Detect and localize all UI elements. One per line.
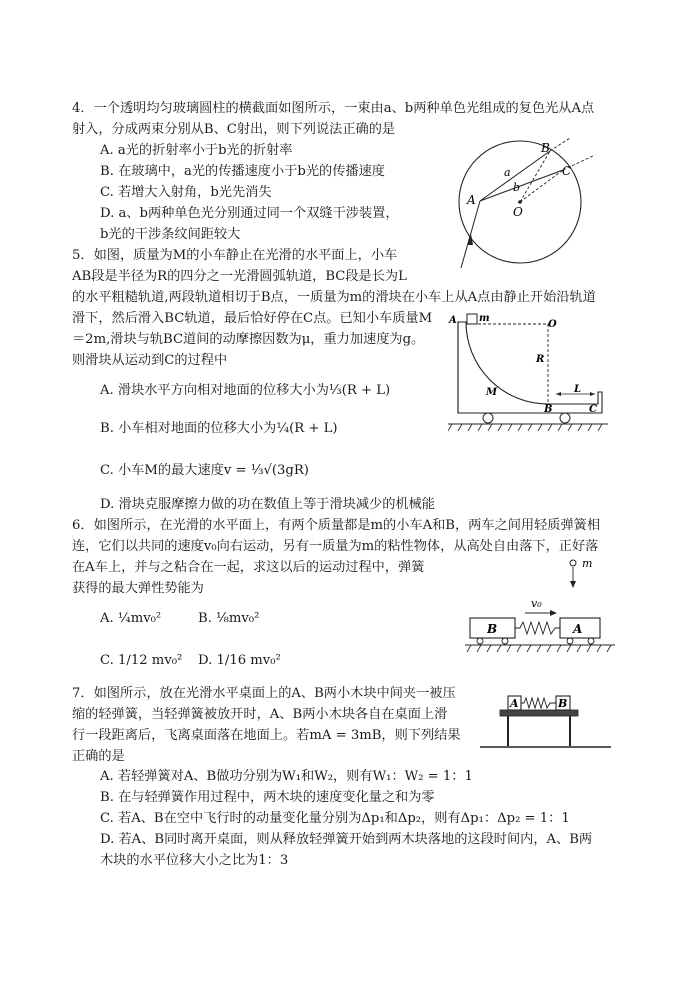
q4-label-C: C: [562, 164, 572, 178]
q4-label-a: a: [504, 166, 511, 179]
q4-option-d-line1: D. a、b两种单色光分别通过同一个双缝干涉装置，: [100, 206, 399, 221]
q5-stem-line6: 则滑块从运动到C的过程中: [72, 353, 228, 368]
q5-label-M: M: [486, 387, 498, 398]
q4-option-a: A. a光的折射率小于b光的折射率: [100, 143, 293, 158]
q5-option-c: C. 小车M的最大速度v = ⅓√(3gR): [100, 463, 309, 478]
q4-stem-line1: 4．一个透明均匀玻璃圆柱的横截面如图所示，一束由a、b两种单色光组成的复色光从A点: [72, 101, 595, 116]
q6-label-B: B: [487, 622, 498, 636]
q5-label-B: B: [544, 404, 553, 415]
q5-option-b: B. 小车相对地面的位移大小为¼(R + L): [100, 421, 338, 436]
q6-label-m: m: [582, 557, 593, 570]
q4-option-b: B. 在玻璃中，a光的传播速度小于b光的传播速度: [100, 164, 385, 179]
q6-stem-line2: 连，它们以共同的速度v₀向右运动，另有一质量为m的粘性物体，从高处自由落下，正好落: [72, 539, 599, 554]
q5-label-O: O: [548, 319, 557, 330]
q4-label-B: B: [541, 141, 550, 155]
q7-option-b: B. 在与轻弹簧作用过程中，两木块的速度变化量之和为零: [100, 790, 435, 805]
q6-option-b: B. ⅛mv₀²: [198, 611, 260, 626]
q7-table-blocks-figure: [478, 690, 613, 755]
q5-stem-line3: 的水平粗糙轨道,两段轨道相切于B点，一质量为m的滑块在小车上从A点由静止开始沿轨道: [72, 290, 596, 305]
q7-stem-line2: 缩的轻弹簧，当轻弹簧被放开时，A、B两小木块各自在桌面上滑: [72, 707, 448, 722]
q7-option-a: A. 若轻弹簧对A、B做功分别为W₁和W₂，则有W₁：W₂ = 1：1: [100, 769, 473, 784]
q5-stem-line1: 5．如图，质量为M的小车静止在光滑的水平面上，小车: [72, 248, 398, 263]
q6-option-a: A. ¼mv₀²: [100, 611, 162, 626]
q5-stem-line4: 滑下，然后滑入BC轨道，最后恰好停在C点。已知小车质量M: [72, 311, 433, 326]
q4-label-O: O: [513, 205, 523, 219]
q7-option-d-line2: 木块的水平位移大小之比为1：3: [100, 853, 289, 868]
q6-stem-line1: 6．如图所示，在光滑的水平面上，有两个质量都是m的小车A和B，两车之间用轻质弹簧相: [72, 518, 601, 533]
q5-label-R: R: [536, 354, 545, 365]
q6-option-c: C. 1/12 mv₀²: [100, 653, 183, 668]
q4-stem-line2: 射入，分成两束分别从B、C射出，则下列说法正确的是: [72, 122, 396, 137]
q7-option-d-line1: D. 若A、B同时离开桌面，则从释放轻弹簧开始到两木块落地的这段时间内，A、B两: [100, 832, 593, 847]
q7-label-B: B: [558, 697, 568, 710]
q7-stem-line3: 行一段距离后，飞离桌面落在地面上。若mA = 3mB，则下列结果: [72, 728, 461, 743]
q7-stem-line4: 正确的是: [72, 749, 125, 764]
q7-option-c: C. 若A、B在空中飞行时的动量变化量分别为Δp₁和Δp₂，则有Δp₁：Δp₂ = 1：1: [100, 811, 570, 826]
q4-option-c: C. 若增大入射角，b光先消失: [100, 185, 272, 200]
q6-stem-line3: 在A车上，并与之粘合在一起，求这以后的运动过程中，弹簧: [72, 560, 425, 575]
q4-label-b: b: [513, 181, 521, 194]
q5-option-a: A. 滑块水平方向相对地面的位移大小为⅓(R + L): [100, 383, 391, 398]
q5-option-d: D. 滑块克服摩擦力做的功在数值上等于滑块减少的机械能: [100, 497, 435, 512]
q5-cart-track-figure: [448, 312, 608, 435]
q6-label-v0: v₀: [531, 597, 542, 610]
q5-stem-line5: ＝2m,滑块与轨BC道间的动摩擦因数为μ，重力加速度为g。: [72, 332, 425, 347]
q6-stem-line4: 获得的最大弹性势能为: [72, 581, 204, 596]
q5-stem-line2: AB段是半径为R的四分之一光滑圆弧轨道，BC段是长为L: [72, 269, 407, 284]
q7-stem-line1: 7．如图所示，放在光滑水平桌面上的A、B两小木块中间夹一被压: [72, 686, 456, 701]
q4-option-d-line2: b光的干涉条纹间距较大: [100, 227, 241, 242]
q4-label-A: A: [467, 193, 476, 207]
q7-label-A: A: [510, 697, 519, 710]
q6-two-carts-figure: [465, 555, 615, 660]
q4-glass-cylinder-figure: [435, 138, 600, 268]
q5-label-L: L: [574, 384, 582, 395]
q5-label-A: A: [449, 315, 457, 326]
q6-label-A: A: [573, 622, 583, 636]
q5-label-C: C: [589, 404, 597, 415]
q5-label-m: m: [479, 313, 490, 324]
q6-option-d: D. 1/16 mv₀²: [198, 653, 281, 668]
